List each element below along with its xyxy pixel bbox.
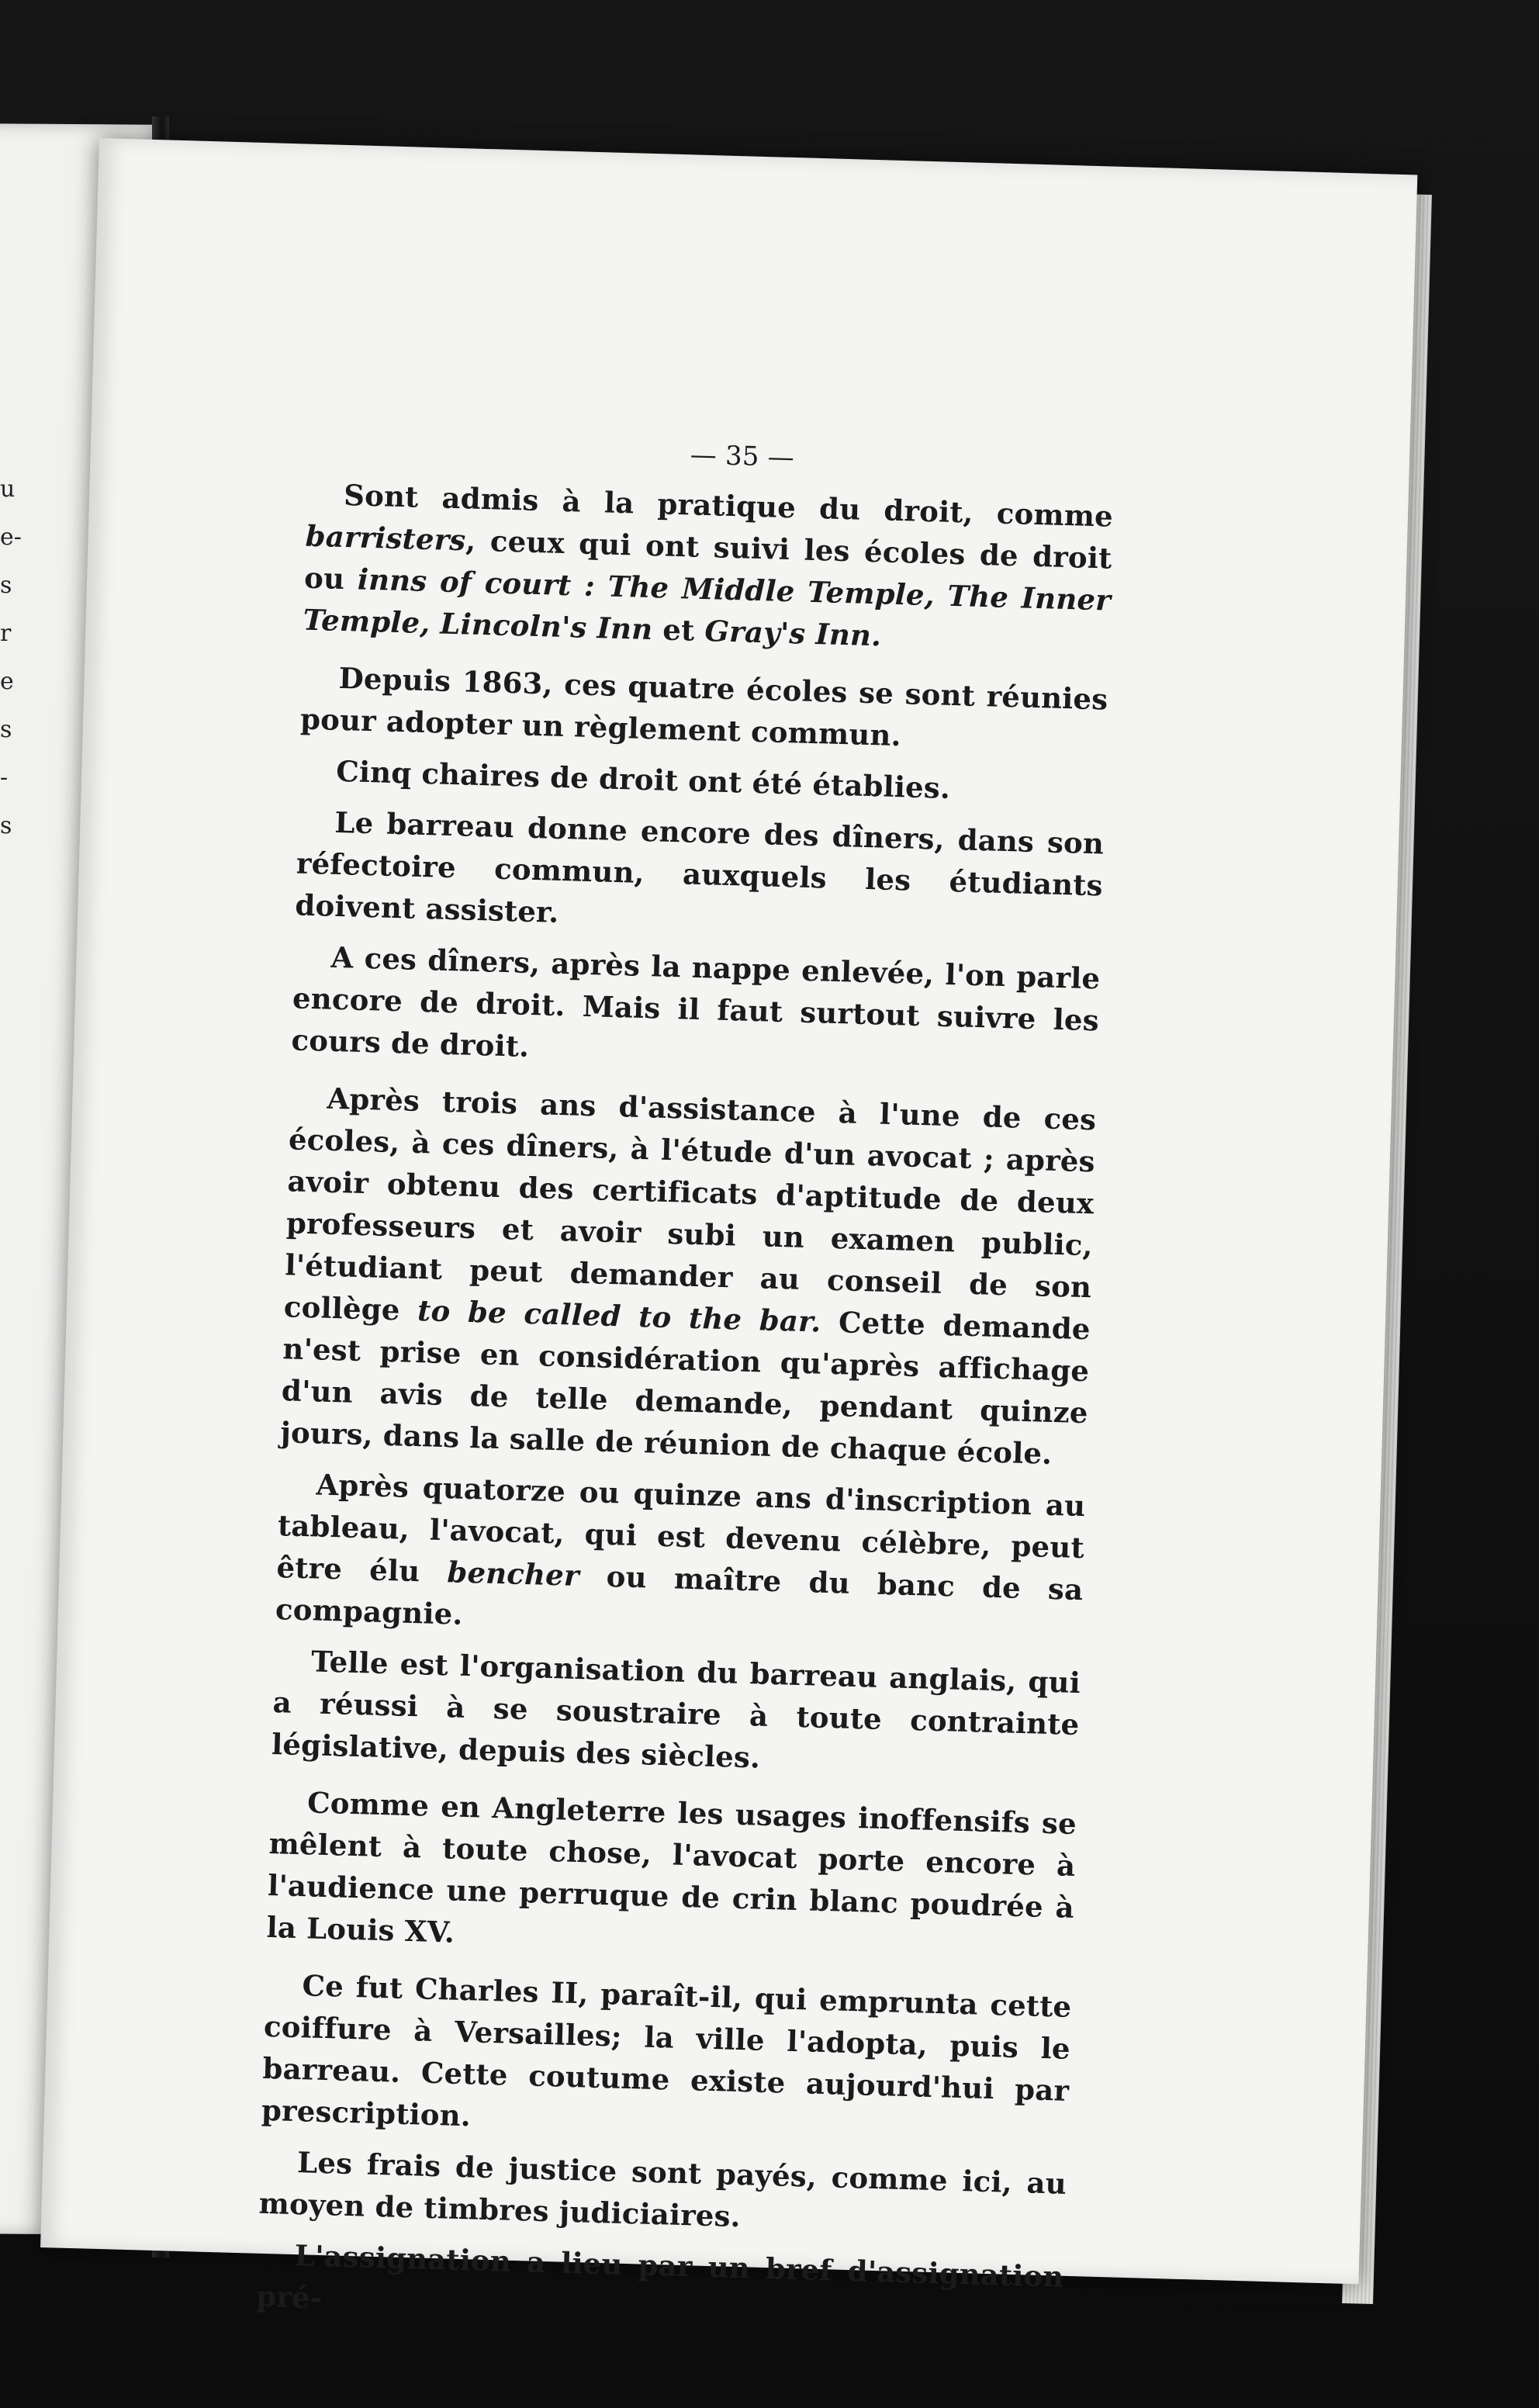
- left-margin-letter: e: [0, 668, 14, 695]
- text-run: Le barreau donne encore des dîners, dans son réfectoire commun, auxquels les étudiants doivent assister.: [294, 804, 1105, 929]
- left-margin-letter: -: [0, 764, 9, 791]
- paragraph: [280, 1076, 1097, 1476]
- italic-text: inns of court : The Middle Temple, The Inner Temple, Lincoln's Inn: [303, 562, 1112, 647]
- page-text-block: [255, 424, 1115, 2349]
- paragraph: [303, 473, 1114, 663]
- left-margin-letter: s: [0, 812, 12, 839]
- paragraph: [261, 1963, 1072, 2154]
- paragraph: [258, 2140, 1067, 2247]
- italic-text: Gray's Inn.: [704, 614, 882, 653]
- italic-text: to be called to the bar.: [417, 1293, 822, 1339]
- left-margin-letter: e-: [0, 524, 22, 551]
- text-run: Depuis 1863, ces quatre écoles se sont réunies pour adopter un règlement commun.: [299, 660, 1108, 753]
- text-run: Cette demande n'est prise en considération qu'après affichage d'un avis de telle demande, pendant quinze jours, dans la salle de réunion de chaque école.: [279, 1304, 1091, 1471]
- paragraph: [299, 656, 1108, 763]
- left-margin-letter: s: [0, 572, 12, 599]
- italic-text: bencher: [446, 1555, 580, 1593]
- text-run: Telle est l'organisation du barreau anglais, qui a réussi à se soustraire à toute contrainte législative, depuis des siècles.: [271, 1644, 1081, 1775]
- page-paragraphs: [256, 473, 1114, 2340]
- text-run: et: [652, 612, 706, 649]
- text-run: Les frais de justice sont payés, comme ici, au moyen de timbres judiciaires.: [258, 2145, 1067, 2234]
- text-run: A ces dîners, après la nappe enlevée, l'on parle encore de droit. Mais il faut surtout suivre les cours de droit.: [291, 939, 1101, 1064]
- left-margin-letter: u: [0, 476, 16, 503]
- text-run: ou maître du banc de sa compagnie.: [275, 1559, 1084, 1631]
- italic-text: barristers: [305, 518, 467, 558]
- paragraph: [295, 800, 1105, 948]
- text-run: Comme en Angleterre les usages inoffensifs se mêlent à toute chose, l'avocat porte encore à l'audience une perruque de crin blanc poudrée à la Louis XV.: [266, 1785, 1077, 1950]
- left-page-margin-text: [0, 465, 31, 850]
- text-run: L'assignation a lieu par un bref d'assignation pré-: [255, 2238, 1065, 2316]
- text-run: Ce fut Charles II, paraît-il, qui emprunta cette coiffure à Versailles; la ville l'adopta, puis le barreau. Cette coutume existe aujourd'hui par prescription.: [261, 1968, 1072, 2133]
- text-run: Sont admis à la pratique du droit, comme: [343, 477, 1114, 534]
- paragraph: [275, 1462, 1086, 1652]
- page-number: — 35 —: [690, 439, 795, 474]
- paragraph: [271, 1639, 1081, 1787]
- left-margin-letter: r: [0, 620, 12, 647]
- book-page: [40, 138, 1417, 2316]
- text-run: Après quatorze ou quinze ans d'inscription au tableau, l'avocat, qui est devenu célèbre, peut être élu: [276, 1467, 1086, 1590]
- paragraph: [266, 1780, 1077, 1970]
- paragraph: [256, 2233, 1065, 2340]
- text-run: Cinq chaires de droit ont été établies.: [335, 753, 951, 805]
- text-run: Après trois ans d'assistance à l'une de ces écoles, à ces dîners, à l'étude d'un avocat ; après avoir obtenu des certificats d'aptitude de deux professeurs et avoir subi un examen public, l'étudiant peut demander au conseil de son collège: [283, 1081, 1097, 1328]
- paragraph: [291, 935, 1101, 1083]
- text-run: , ceux qui ont suivi les écoles de droit ou: [303, 523, 1112, 597]
- left-margin-letter: s: [0, 716, 12, 743]
